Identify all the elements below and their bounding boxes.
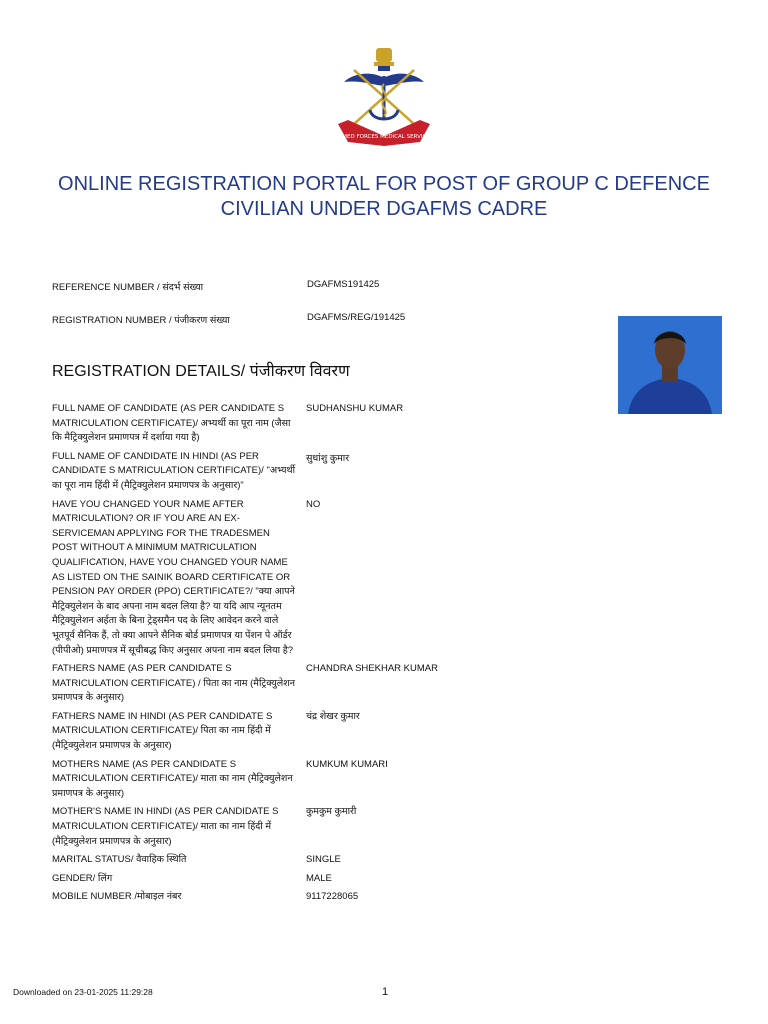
detail-value: SINGLE xyxy=(306,854,341,866)
reference-number-label: REFERENCE NUMBER / संदर्भ संख्या xyxy=(52,282,204,293)
detail-row-fathers-name xyxy=(52,662,572,706)
title-line-2: CIVILIAN UNDER DGAFMS CADRE xyxy=(220,198,548,220)
title-line-1: ONLINE REGISTRATION PORTAL FOR POST OF GROUP C DEFENCE xyxy=(58,173,710,195)
detail-label: HAVE YOU CHANGED YOUR NAME AFTER MATRICULATION? OR IF YOU ARE AN EX-SERVICEMAN APPLYING FOR THE TRADESMEN POST WITHOUT A MINIMUM MATRICULATION QUALIFICATION, HAVE YOU CHANGED YOUR NAME AS LISTED ON THE SAINIK BOARD CERTIFICATE OR PENSION PAY ORDER (PPO) CERTIFICATE?/ "क्या आपने मैट्रिक्युलेशन के बाद अपना नाम बदल लिया है? या यदि आप न्यूनतम मैट्रिक्युलेशन अर्हता के बिना ट्रेड्समैन पद के लिए आवेदन करने वाले भूतपूर्व सैनिक हैं, तो क्या आपने सैनिक बोर्ड प्रमाणपत्र या पेंशन पे ऑर्डर (पीपीओ) प्रमाणपत्र में सूचीबद्ध किए अनुसार अपना नाम बदल लिया है? xyxy=(52,498,295,656)
detail-value: सुधांशु कुमार xyxy=(306,452,350,464)
detail-label: GENDER/ लिंग xyxy=(52,872,113,884)
detail-value: KUMKUM KUMARI xyxy=(306,758,388,770)
downloaded-timestamp: Downloaded on 23-01-2025 11:29:28 xyxy=(13,987,153,997)
detail-row-mothers-name-hindi xyxy=(52,805,572,849)
svg-text:ARMED FORCES MEDICAL SERVICES: ARMED FORCES MEDICAL SERVICES xyxy=(334,134,434,140)
detail-label: MOTHER'S NAME IN HINDI (AS PER CANDIDATE S MATRICULATION CERTIFICATE)/ माता का नाम हिंदी में (मैट्रिक्युलेशन प्रमाणपत्र के अनुसार) xyxy=(52,806,279,847)
detail-row-mobile-number xyxy=(52,890,572,905)
page-title xyxy=(30,172,738,222)
candidate-photo-image xyxy=(618,316,722,414)
detail-label: FULL NAME OF CANDIDATE IN HINDI (AS PER CANDIDATE S MATRICULATION CERTIFICATE)/ "अभ्यर्थी का पूरा नाम हिंदी में (मैट्रिक्युलेशन प्रमाणपत्र के अनुसार)" xyxy=(52,450,296,491)
detail-row-name-changed xyxy=(52,498,572,659)
detail-value: MALE xyxy=(306,872,332,884)
detail-row-mothers-name xyxy=(52,758,572,802)
detail-label: FATHERS NAME (AS PER CANDIDATE S MATRICULATION CERTIFICATE) / पिता का नाम (मैट्रिक्युलेशन प्रमाणपत्र के अनुसार) xyxy=(52,663,295,704)
detail-value: SUDHANSHU KUMAR xyxy=(306,403,404,414)
detail-row-full-name-hindi xyxy=(52,450,572,494)
reference-number-value: DGAFMS191425 xyxy=(307,279,380,290)
detail-label: MOBILE NUMBER /मोबाइल नंबर xyxy=(52,891,182,903)
section-title-registration-details: REGISTRATION DETAILS/ पंजीकरण विवरण xyxy=(52,363,350,380)
registration-number-label: REGISTRATION NUMBER / पंजीकरण संख्या xyxy=(52,315,230,326)
detail-row-fathers-name-hindi xyxy=(52,710,572,754)
detail-value: NO xyxy=(306,498,321,510)
afms-emblem xyxy=(330,44,438,148)
afms-emblem-icon xyxy=(330,44,438,148)
detail-value: 9117228065 xyxy=(306,891,359,903)
candidate-photo xyxy=(618,316,722,414)
detail-value: चंद्र शेखर कुमार xyxy=(306,710,360,722)
detail-label: FULL NAME OF CANDIDATE (AS PER CANDIDATE S MATRICULATION CERTIFICATE)/ अभ्यर्थी का पूरा नाम (जैसा कि मैट्रिक्युलेशन प्रमाणपत्र में दर्शाया गया है) xyxy=(52,403,291,444)
detail-label: MOTHERS NAME (AS PER CANDIDATE S MATRICULATION CERTIFICATE)/ माता का नाम (मैट्रिक्युलेशन प्रमाणपत्र के अनुसार) xyxy=(52,758,293,799)
detail-row-gender xyxy=(52,872,572,887)
detail-label: FATHERS NAME IN HINDI (AS PER CANDIDATE S MATRICULATION CERTIFICATE)/ पिता का नाम हिंदी में (मैट्रिक्युलेशन प्रमाणपत्र के अनुसार) xyxy=(52,710,273,752)
detail-label: MARITAL STATUS/ वैवाहिक स्थिति xyxy=(52,854,187,866)
detail-value: कुमकुम कुमारी xyxy=(306,806,357,818)
detail-value: CHANDRA SHEKHAR KUMAR xyxy=(306,663,438,675)
registration-number-value: DGAFMS/REG/191425 xyxy=(307,312,406,323)
registration-details-list xyxy=(52,402,572,909)
page-number: 1 xyxy=(382,986,389,998)
detail-row-marital-status xyxy=(52,853,572,868)
detail-row-full-name xyxy=(52,402,572,446)
